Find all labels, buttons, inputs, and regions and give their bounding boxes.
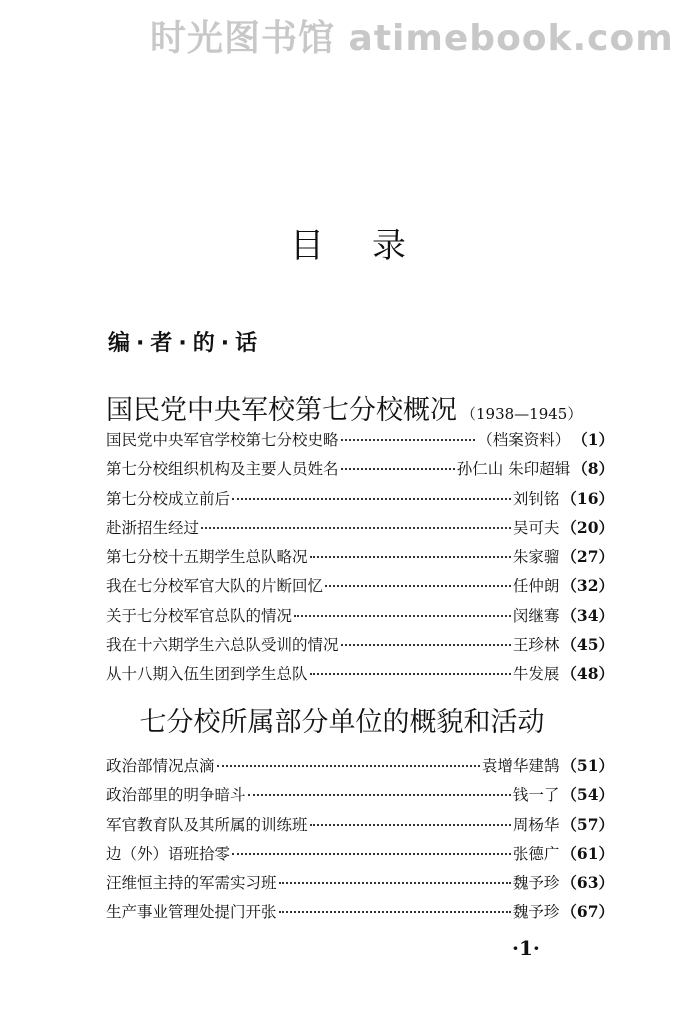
section-title: 国民党中央军校第七分校概况: [106, 395, 457, 426]
page-title: 目录: [290, 226, 454, 266]
entry-author: 牛发展: [512, 665, 560, 684]
entry-page: （57）: [561, 814, 614, 834]
entry-page: （61）: [561, 843, 614, 863]
entry-page: （32）: [561, 576, 614, 596]
entry-page: （1）: [572, 430, 614, 449]
dot-leader: [310, 824, 511, 826]
entry-title: 赴浙招生经过: [106, 518, 200, 537]
editor-note-heading[interactable]: 编·者·的·话: [108, 331, 264, 356]
entry-title: 第七分校成立前后: [106, 489, 231, 508]
dot-leader: [341, 468, 455, 470]
entry-title: 我在七分校军官大队的片断回忆: [106, 577, 324, 596]
dot-leader: [310, 673, 511, 675]
entry-title: 边（外）语班拾零: [106, 844, 231, 863]
entry-author: 魏予珍: [512, 874, 560, 893]
dot-leader: [279, 882, 511, 884]
entry-author: 钱一了: [512, 786, 560, 805]
toc-entry[interactable]: [106, 813, 614, 842]
dot-leader: [341, 439, 476, 441]
toc-list-section-1: [106, 428, 614, 692]
entry-title: 从十八期入伍生团到学生总队: [106, 665, 308, 684]
toc-entry[interactable]: [106, 516, 614, 545]
dot-leader: [232, 498, 511, 500]
dot-leader: [217, 765, 480, 767]
toc-entry[interactable]: [106, 457, 614, 486]
entry-title: 我在十六期学生六总队受训的情况: [106, 636, 339, 655]
entry-page: （54）: [561, 785, 614, 805]
entry-author: 刘钊铭: [512, 489, 560, 508]
entry-title: 汪维恒主持的军需实习班: [106, 874, 277, 893]
toc-entry[interactable]: [106, 871, 614, 900]
dot-leader: [201, 527, 511, 529]
entry-title: 国民党中央军官学校第七分校史略: [106, 431, 339, 449]
entry-page: （27）: [561, 547, 614, 567]
entry-page: （8）: [572, 459, 614, 479]
entry-title: 政治部里的明争暗斗: [106, 786, 246, 805]
entry-page: （45）: [561, 635, 614, 655]
entry-author: 魏予珍: [512, 903, 560, 922]
section-years: （1938—1945）: [461, 405, 583, 423]
entry-author: （档案资料）: [477, 431, 571, 449]
dot-leader: [310, 556, 511, 558]
toc-entry[interactable]: [106, 842, 614, 871]
section-heading-2: [0, 700, 684, 739]
toc-entry[interactable]: [106, 428, 614, 457]
page-number: ·1·: [512, 936, 540, 960]
toc-entry[interactable]: [106, 545, 614, 574]
section-title: 七分校所属部分单位的概貌和活动: [139, 707, 545, 738]
entry-page: （48）: [561, 664, 614, 684]
toc-entry[interactable]: [106, 574, 614, 603]
dot-leader: [232, 853, 511, 855]
entry-author: 任仲朗: [512, 577, 560, 596]
entry-title: 军官教育队及其所属的训练班: [106, 815, 308, 834]
dot-leader: [294, 615, 511, 617]
entry-author: 周杨华: [512, 815, 560, 834]
toc-entry[interactable]: [106, 487, 614, 516]
entry-author: 吴可夫: [512, 518, 560, 537]
section-heading-1: [106, 388, 582, 427]
entry-author: 孙仁山 朱印超辑: [456, 460, 571, 479]
toc-list-section-2: [106, 754, 614, 930]
entry-page: （63）: [561, 873, 614, 893]
entry-title: 第七分校十五期学生总队略况: [106, 548, 308, 567]
toc-entry[interactable]: [106, 604, 614, 633]
dot-leader: [248, 794, 511, 796]
entry-page: （67）: [561, 902, 614, 922]
toc-entry[interactable]: [106, 754, 614, 783]
entry-author: 张德广: [512, 844, 560, 863]
watermark: 时光图书馆 atimebook.com: [150, 18, 674, 59]
entry-page: （20）: [561, 517, 614, 537]
entry-author: 闵继骞: [512, 606, 560, 625]
entry-page: （51）: [561, 756, 614, 775]
entry-author: 袁增华建鹄: [481, 757, 560, 775]
entry-page: （34）: [561, 605, 614, 625]
entry-title: 关于七分校军官总队的情况: [106, 606, 293, 625]
entry-page: （16）: [561, 488, 614, 508]
toc-entry[interactable]: [106, 900, 614, 929]
toc-entry[interactable]: [106, 633, 614, 662]
entry-author: 王珍林: [512, 636, 560, 655]
dot-leader: [325, 585, 511, 587]
toc-entry[interactable]: [106, 662, 614, 691]
dot-leader: [341, 644, 511, 646]
entry-author: 朱家骝: [512, 548, 560, 567]
entry-title: 政治部情况点滴: [106, 757, 215, 775]
toc-entry[interactable]: [106, 783, 614, 812]
dot-leader: [279, 911, 511, 913]
entry-title: 第七分校组织机构及主要人员姓名: [106, 460, 339, 479]
entry-title: 生产事业管理处提门开张: [106, 903, 277, 922]
